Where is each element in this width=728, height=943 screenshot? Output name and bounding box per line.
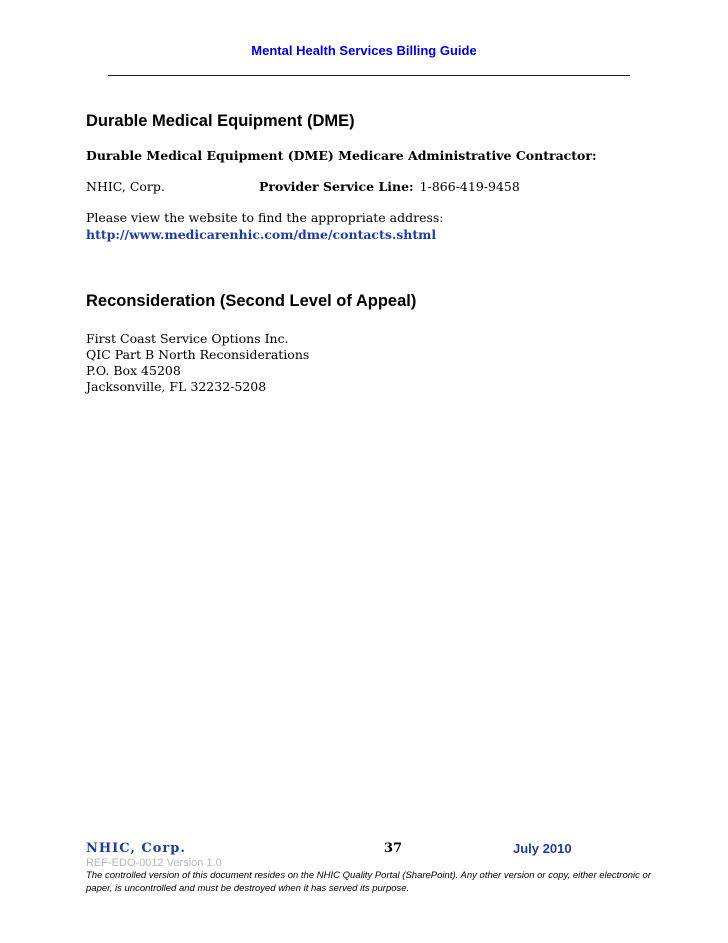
- footer-page-number: 37: [384, 841, 403, 856]
- provider-phone: 1-866-419-9458: [419, 179, 520, 194]
- provider-service-label: Provider Service Line:: [259, 179, 414, 194]
- footer-control-note: The controlled version of this document resides on the NHIC Quality Portal (SharePoint). Any other version or copy, either electronic or paper, is uncontrolled and must be destroyed when it has served its purpose.: [86, 870, 651, 894]
- address-line: Jacksonville, FL 32232-5208: [86, 379, 267, 394]
- dme-subheading: Durable Medical Equipment (DME) Medicare Administrative Contractor:: [86, 148, 597, 163]
- reconsideration-heading: Reconsideration (Second Level of Appeal): [86, 292, 417, 310]
- dme-instruction: Please view the website to find the appropriate address:: [86, 210, 444, 225]
- dme-heading: Durable Medical Equipment (DME): [86, 112, 355, 130]
- page-header-title: Mental Health Services Billing Guide: [251, 43, 477, 58]
- footer-date: July 2010: [513, 841, 572, 856]
- address-line: First Coast Service Options Inc.: [86, 331, 289, 346]
- footer-document-ref: REF-EDO-0012 Version 1.0: [86, 857, 222, 869]
- address-line: QIC Part B North Reconsiderations: [86, 347, 310, 362]
- header-divider: [108, 75, 630, 76]
- address-line: P.O. Box 45208: [86, 363, 181, 378]
- dme-contacts-link[interactable]: http://www.medicarenhic.com/dme/contacts.shtml: [86, 227, 437, 242]
- dme-company: NHIC, Corp.: [86, 179, 165, 194]
- footer-company: NHIC, Corp.: [86, 841, 186, 856]
- provider-service-line: [259, 179, 520, 195]
